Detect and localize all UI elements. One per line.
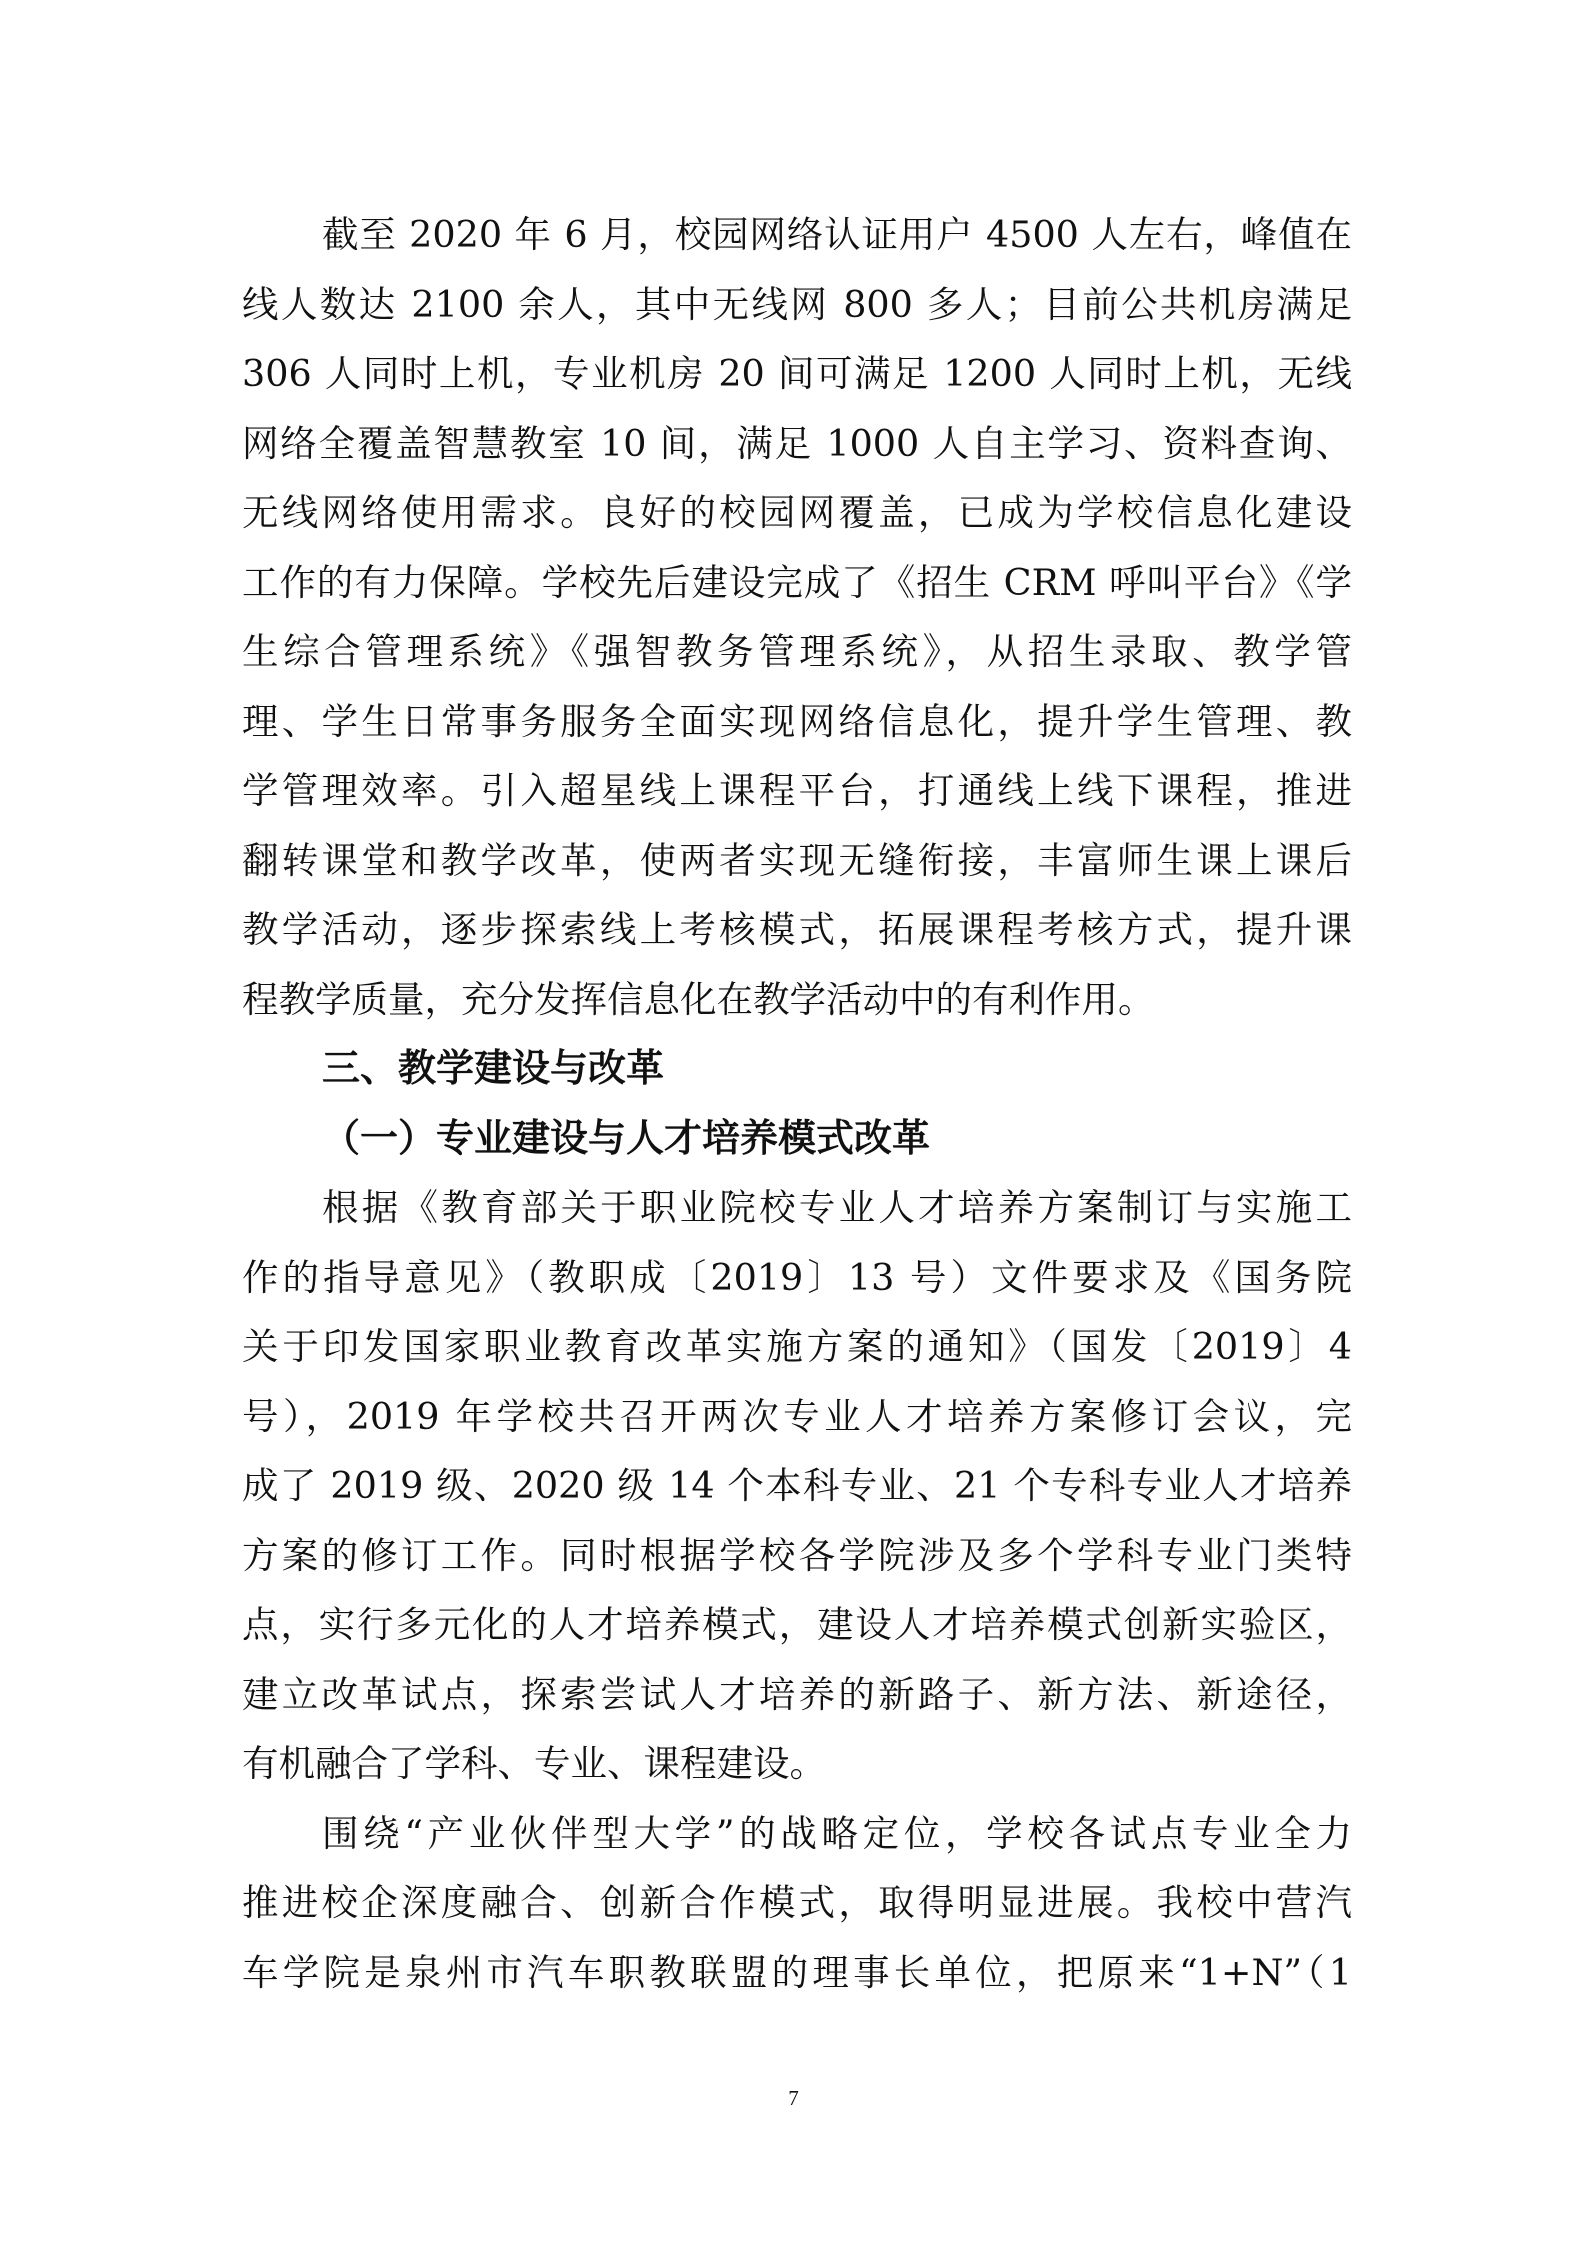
text-line: 理、学生日常事务服务全面实现网络信息化，提升学生管理、教: [242, 699, 1352, 743]
text-line: 关于印发国家职业教育改革实施方案的通知》（国发〔2019〕4: [242, 1325, 1352, 1368]
text-line: 成了 2019 级、2020 级 14 个本科专业、21 个专科专业人才培养: [242, 1464, 1352, 1507]
paragraph-network: [242, 200, 1352, 1034]
text-line: 工作的有力保障。学校先后建设完成了《招生 CRM 呼叫平台》《学: [242, 560, 1352, 604]
text-line: 网络全覆盖智慧教室 10 间，满足 1000 人自主学习、资料查询、: [242, 421, 1352, 465]
text-line: 教学活动，逐步探索线上考核模式，拓展课程考核方式，提升课: [242, 908, 1352, 951]
page-content: [242, 200, 1352, 2007]
text-line: 围绕“产业伙伴型大学”的战略定位，学校各试点专业全力: [322, 1811, 1352, 1855]
text-line: 生综合管理系统》《强智教务管理系统》，从招生录取、教学管: [242, 630, 1352, 673]
subsection-heading: （一）专业建设与人才培养模式改革: [322, 1115, 931, 1160]
text-line: 有机融合了学科、专业、课程建设。: [242, 1742, 826, 1785]
text-line: 推进校企深度融合、创新合作模式，取得明显进展。我校中营汽: [242, 1881, 1352, 1924]
section-heading: 三、教学建设与改革: [322, 1046, 665, 1090]
text-line: 方案的修订工作。同时根据学校各学院涉及多个学科专业门类特: [242, 1533, 1352, 1577]
text-line: 306 人同时上机，专业机房 20 间可满足 1200 人同时上机，无线: [242, 352, 1352, 395]
text-line: 程教学质量，充分发挥信息化在教学活动中的有利作用。: [242, 977, 1155, 1021]
text-line: 根据《教育部关于职业院校专业人才培养方案制订与实施工: [322, 1186, 1352, 1229]
page-number: 7: [788, 2086, 799, 2110]
text-line: 作的指导意见》（教职成〔2019〕13 号）文件要求及《国务院: [242, 1255, 1352, 1299]
text-line: 车学院是泉州市汽车职教联盟的理事长单位，把原来“1+N”（1: [242, 1950, 1352, 1994]
paragraph-industry-partner: [242, 1799, 1352, 2008]
text-line: 翻转课堂和教学改革，使两者实现无缝衔接，丰富师生课上课后: [242, 838, 1352, 882]
text-line: 建立改革试点，探索尝试人才培养的新路子、新方法、新途径，: [242, 1672, 1352, 1716]
text-line: 截至 2020 年 6 月，校园网络认证用户 4500 人左右，峰值在: [322, 213, 1352, 256]
text-line: 号），2019 年学校共召开两次专业人才培养方案修订会议，完: [242, 1394, 1352, 1438]
text-line: 线人数达 2100 余人，其中无线网 800 多人；目前公共机房满足: [242, 282, 1352, 326]
text-line: 点，实行多元化的人才培养模式，建设人才培养模式创新实验区，: [242, 1603, 1352, 1646]
text-line: 学管理效率。引入超星线上课程平台，打通线上线下课程，推进: [242, 769, 1352, 812]
paragraph-training-plan: [242, 1173, 1352, 1799]
text-line: 无线网络使用需求。良好的校园网覆盖，已成为学校信息化建设: [242, 491, 1352, 534]
